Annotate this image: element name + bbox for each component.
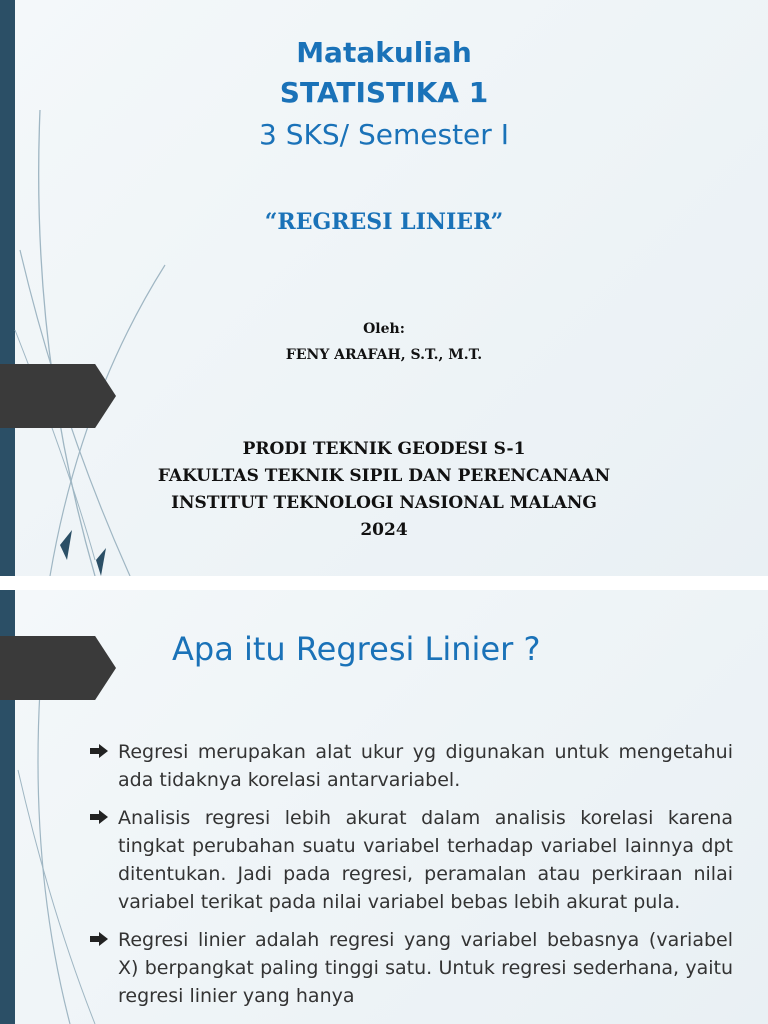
slide-tab xyxy=(0,364,116,428)
right-arrow-bullet-icon xyxy=(90,932,108,946)
institution-block xyxy=(0,436,768,544)
right-arrow-bullet-icon xyxy=(90,744,108,758)
bullet-text: Analisis regresi lebih akurat dalam analisis korelasi karena tingkat perubahan suatu variabel terhadap variabel lainnya dpt ditentukan. Jadi pada regresi, peramalan atau perkiraan nilai variabel terikat pada nilai variabel bebas lebih akurat pula. xyxy=(118,807,733,913)
institution-year: 2024 xyxy=(360,520,408,540)
bullet-list xyxy=(88,738,733,1020)
list-item xyxy=(88,804,733,916)
institution-line: INSTITUT TEKNOLOGI NASIONAL MALANG xyxy=(171,493,597,513)
course-label: Matakuliah xyxy=(296,36,472,69)
list-item xyxy=(88,926,733,1010)
author-name: FENY ARAFAH, S.T., M.T. xyxy=(285,347,483,363)
slide-heading: Apa itu Regresi Linier ? xyxy=(172,630,541,668)
bullet-text: Regresi linier adalah regresi yang variabel bebasnya (variabel X) berpangkat paling tinggi satu. Untuk regresi sederhana, yaitu regresi linier yang hanya xyxy=(118,929,733,1007)
topic-title: “REGRESI LINIER” xyxy=(264,209,504,235)
slide-tab xyxy=(0,636,116,700)
by-label: Oleh: xyxy=(363,321,405,337)
institution-line: PRODI TEKNIK GEODESI S-1 xyxy=(242,439,526,459)
institution-line: FAKULTAS TEKNIK SIPIL DAN PERENCANAAN xyxy=(157,466,611,486)
right-arrow-bullet-icon xyxy=(90,810,108,824)
list-item xyxy=(88,738,733,794)
bullet-text: Regresi merupakan alat ukur yg digunakan untuk mengetahui ada tidaknya korelasi antarvariabel. xyxy=(118,741,733,791)
course-credits: 3 SKS/ Semester I xyxy=(259,118,509,151)
content-slide xyxy=(0,590,768,1024)
course-title: STATISTIKA 1 xyxy=(279,76,489,109)
